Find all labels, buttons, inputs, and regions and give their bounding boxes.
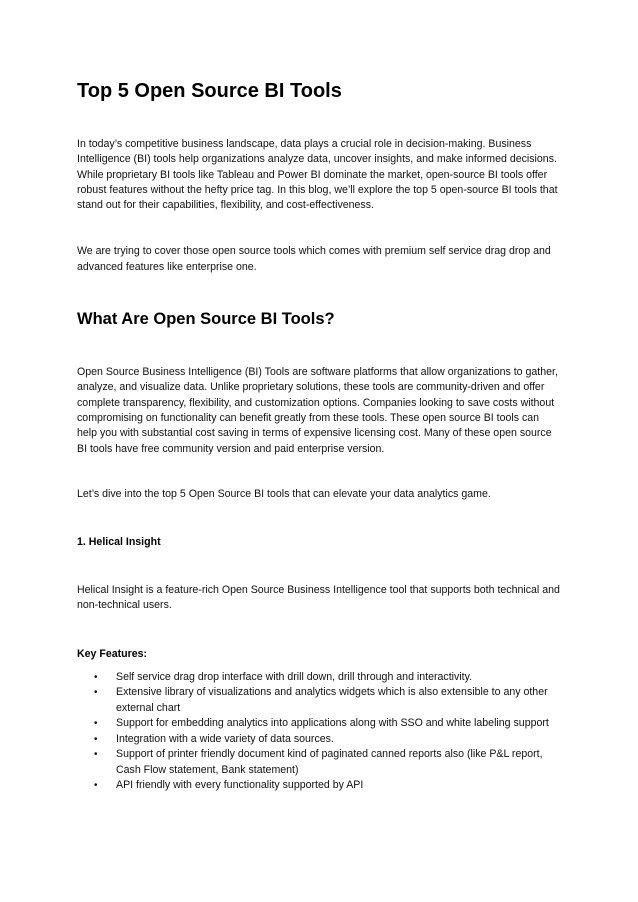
feature-text: Support of printer friendly document kind of paginated canned reports also (like P&L report, Cash Flow statement, Bank statement) bbox=[116, 748, 543, 776]
feature-item bbox=[94, 732, 562, 747]
feature-text: Self service drag drop interface with drill down, drill through and interactivity. bbox=[116, 670, 473, 683]
section-title: What Are Open Source BI Tools? bbox=[77, 310, 335, 329]
feature-list bbox=[77, 670, 562, 794]
feature-item bbox=[94, 685, 562, 716]
bullet-icon: • bbox=[94, 671, 98, 683]
tool-description: Helical Insight is a feature-rich Open Source Business Intelligence tool that supports both technical and non-technical users. bbox=[77, 584, 560, 612]
definition-paragraph: Open Source Business Intelligence (BI) Tools are software platforms that allow organizations to gather, analyze, and visualize data. Unlike proprietary solutions, these tools are community-driven and offer complete transparency, flexibility, and customization options. Companies looking to save costs without compromising on functionality can benefit greatly from these tools. These open source BI tools can help you with substantial cost saving in terms of expensive licensing cost. Many of these open source BI tools have free community version and paid enterprise version. bbox=[77, 366, 558, 455]
feature-item bbox=[94, 670, 562, 685]
bullet-icon: • bbox=[94, 718, 98, 730]
bullet-icon: • bbox=[94, 749, 98, 761]
bullet-icon: • bbox=[94, 687, 98, 699]
feature-text: Integration with a wide variety of data sources. bbox=[116, 732, 334, 745]
coverage-paragraph: We are trying to cover those open source tools which comes with premium self service drag drop and advanced features like enterprise one. bbox=[77, 245, 551, 273]
bullet-icon: • bbox=[94, 780, 98, 792]
feature-text: Support for embedding analytics into applications along with SSO and white labeling support bbox=[116, 717, 549, 730]
key-features-label: Key Features: bbox=[77, 647, 148, 660]
feature-item bbox=[94, 716, 562, 731]
feature-text: API friendly with every functionality supported by API bbox=[116, 779, 364, 792]
dive-paragraph: Let’s dive into the top 5 Open Source BI tools that can elevate your data analytics game. bbox=[77, 487, 491, 500]
feature-text: Extensive library of visualizations and analytics widgets which is also extensible to any other external chart bbox=[116, 686, 548, 714]
document-title: Top 5 Open Source BI Tools bbox=[77, 80, 342, 102]
feature-item bbox=[94, 747, 562, 778]
intro-paragraph: In today’s competitive business landscape, data plays a crucial role in decision-making. Business Intelligence (BI) tools help organizations analyze data, uncover insights, and make informed decisions. While proprietary BI tools like Tableau and Power BI dominate the market, open-source BI tools offer robust features without the hefty price tag. In this blog, we’ll explore the top 5 open-source BI tools that stand out for their capabilities, flexibility, and cost-effectiveness. bbox=[77, 138, 558, 212]
bullet-icon: • bbox=[94, 733, 98, 745]
feature-item bbox=[94, 778, 562, 793]
tool-heading: 1. Helical Insight bbox=[77, 536, 161, 549]
